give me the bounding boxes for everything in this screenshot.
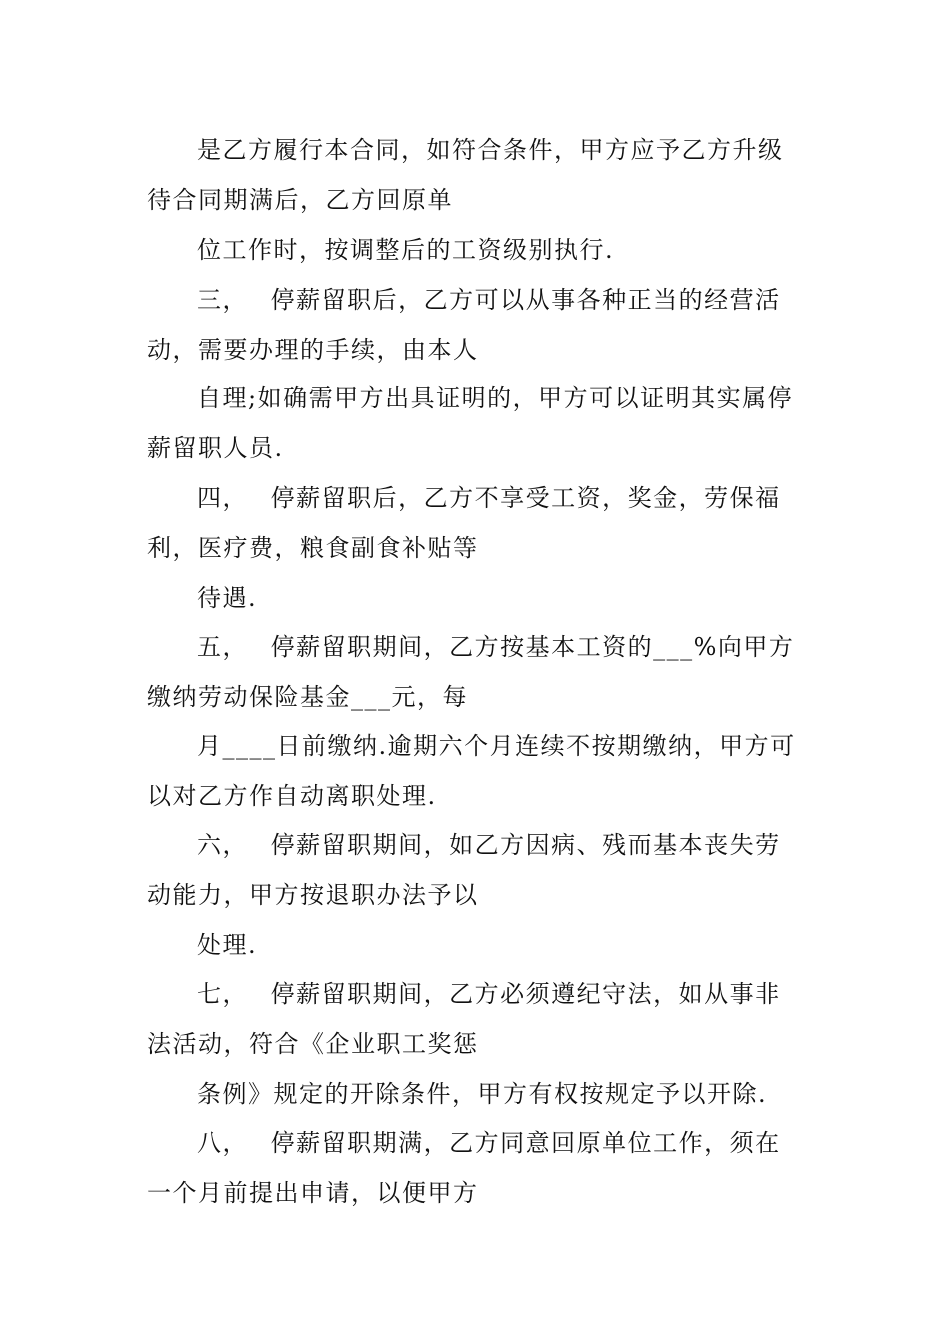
paragraph-clause-5-cont <box>147 721 817 821</box>
paragraph-upgrade-clause-cont <box>147 225 817 275</box>
text-line: 三， 停薪留职后，乙方可以从事各种正当的经营活 <box>197 286 781 314</box>
paragraph-clause-5 <box>147 622 817 722</box>
text-line: 一个月前提出申请，以便甲方 <box>147 1179 479 1207</box>
paragraph-clause-3 <box>147 275 817 375</box>
paragraph-clause-6-cont <box>147 920 817 970</box>
text-line: 七， 停薪留职期间，乙方必须遵纪守法，如从事非 <box>197 980 781 1008</box>
text-line: 法活动，符合《企业职工奖惩 <box>147 1030 479 1058</box>
paragraph-clause-8 <box>147 1118 817 1218</box>
text-line: 动能力，甲方按退职办法予以 <box>147 881 479 909</box>
text-line: 六， 停薪留职期间，如乙方因病、残而基本丧失劳 <box>197 831 781 859</box>
text-line: 利，医疗费，粮食副食补贴等 <box>147 534 479 562</box>
text-line: 待遇. <box>197 584 258 612</box>
paragraph-upgrade-clause <box>147 125 817 225</box>
text-line: 条例》规定的开除条件，甲方有权按规定予以开除. <box>197 1080 768 1108</box>
text-line: 位工作时，按调整后的工资级别执行. <box>197 236 615 264</box>
text-line: 八， 停薪留职期满，乙方同意回原单位工作，须在 <box>197 1129 781 1157</box>
paragraph-clause-7-cont <box>147 1069 817 1119</box>
paragraph-clause-4 <box>147 473 817 573</box>
paragraph-clause-3-cont <box>147 373 817 473</box>
text-line: 处理. <box>197 931 258 959</box>
text-line: 动，需要办理的手续，由本人 <box>147 336 479 364</box>
text-line: 四， 停薪留职后，乙方不享受工资，奖金，劳保福 <box>197 484 781 512</box>
text-line: 薪留职人员. <box>147 434 284 462</box>
paragraph-clause-7 <box>147 969 817 1069</box>
paragraph-clause-6 <box>147 820 817 920</box>
text-line: 以对乙方作自动离职处理. <box>147 782 437 810</box>
text-line: 月____日前缴纳.逾期六个月连续不按期缴纳，甲方可 <box>197 732 796 760</box>
paragraph-clause-4-cont <box>147 573 817 623</box>
text-line: 待合同期满后，乙方回原单 <box>147 186 453 214</box>
text-line: 自理;如确需甲方出具证明的，甲方可以证明其实属停 <box>197 384 794 412</box>
text-line: 五， 停薪留职期间，乙方按基本工资的___%向甲方 <box>197 633 795 661</box>
text-line: 是乙方履行本合同，如符合条件，甲方应予乙方升级 <box>197 136 784 164</box>
text-line: 缴纳劳动保险基金___元，每 <box>147 683 468 711</box>
